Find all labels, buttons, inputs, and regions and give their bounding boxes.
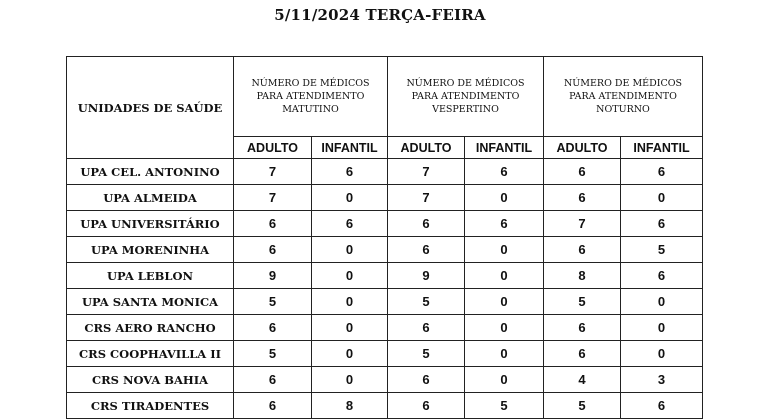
doctor-count-cell: 6 — [234, 393, 312, 419]
unit-column-header: UNIDADES DE SAÚDE — [67, 57, 234, 159]
doctor-count-cell: 6 — [388, 315, 465, 341]
doctor-count-cell: 6 — [234, 367, 312, 393]
shift-header-line: NÚMERO DE MÉDICOS — [563, 78, 683, 89]
unit-name-cell: UPA UNIVERSITÁRIO — [67, 211, 234, 237]
doctor-count-cell: 6 — [312, 211, 388, 237]
doctor-count-cell: 7 — [234, 159, 312, 185]
unit-name-cell: UPA MORENINHA — [67, 237, 234, 263]
table-row — [67, 367, 703, 393]
doctor-count-cell: 6 — [312, 159, 388, 185]
doctor-count-cell: 4 — [544, 367, 621, 393]
doctor-count-cell: 5 — [388, 289, 465, 315]
subheader-infantil: INFANTIL — [621, 137, 703, 159]
doctor-count-cell: 0 — [465, 185, 544, 211]
doctor-count-cell: 6 — [465, 159, 544, 185]
subheader-infantil: INFANTIL — [465, 137, 544, 159]
doctor-count-cell: 6 — [621, 159, 703, 185]
shift-header-vespertino — [388, 57, 544, 137]
unit-name-cell: UPA CEL. ANTONINO — [67, 159, 234, 185]
doctor-count-cell: 0 — [621, 185, 703, 211]
doctor-count-cell: 0 — [465, 367, 544, 393]
doctor-count-cell: 6 — [621, 393, 703, 419]
doctor-count-cell: 0 — [465, 263, 544, 289]
doctor-count-cell: 0 — [312, 367, 388, 393]
doctor-count-cell: 0 — [465, 315, 544, 341]
table-row — [67, 159, 703, 185]
doctor-count-cell: 0 — [312, 263, 388, 289]
unit-name-cell: CRS AERO RANCHO — [67, 315, 234, 341]
doctor-count-cell: 5 — [234, 289, 312, 315]
shift-header-line: PARA ATENDIMENTO — [256, 91, 365, 102]
doctor-count-cell: 6 — [621, 211, 703, 237]
doctor-count-cell: 6 — [234, 315, 312, 341]
table-row — [67, 341, 703, 367]
doctor-count-cell: 6 — [388, 367, 465, 393]
doctor-count-cell: 0 — [465, 341, 544, 367]
doctor-count-cell: 7 — [234, 185, 312, 211]
doctor-count-cell: 6 — [544, 237, 621, 263]
shift-header-line: PARA ATENDIMENTO — [411, 91, 520, 102]
subheader-adulto: ADULTO — [544, 137, 621, 159]
subheader-infantil: INFANTIL — [312, 137, 388, 159]
doctor-count-cell: 6 — [465, 211, 544, 237]
doctor-count-cell: 0 — [312, 315, 388, 341]
doctor-count-cell: 5 — [388, 341, 465, 367]
doctor-count-cell: 0 — [465, 237, 544, 263]
table-row — [67, 315, 703, 341]
subheader-adulto: ADULTO — [234, 137, 312, 159]
shift-header-line: MATUTINO — [282, 104, 339, 115]
header-row — [67, 57, 703, 137]
doctor-count-cell: 3 — [621, 367, 703, 393]
shift-header-matutino — [234, 57, 388, 137]
shift-header-line: NÚMERO DE MÉDICOS — [406, 78, 525, 89]
doctor-count-cell: 8 — [544, 263, 621, 289]
table-row — [67, 289, 703, 315]
table-row — [67, 185, 703, 211]
shift-header-noturno — [544, 57, 703, 137]
shift-header-line: PARA ATENDIMENTO — [569, 91, 677, 102]
doctor-count-cell: 0 — [621, 341, 703, 367]
doctor-count-cell: 5 — [544, 289, 621, 315]
subheader-adulto: ADULTO — [388, 137, 465, 159]
doctor-count-cell: 6 — [544, 315, 621, 341]
shift-header-line: VESPERTINO — [432, 104, 499, 115]
doctor-count-cell: 0 — [312, 237, 388, 263]
doctor-count-cell: 6 — [544, 185, 621, 211]
doctor-count-cell: 9 — [234, 263, 312, 289]
doctor-count-cell: 7 — [544, 211, 621, 237]
doctor-count-cell: 5 — [544, 393, 621, 419]
table-row — [67, 211, 703, 237]
unit-name-cell: UPA LEBLON — [67, 263, 234, 289]
unit-name-cell: UPA ALMEIDA — [67, 185, 234, 211]
doctor-count-cell: 6 — [544, 159, 621, 185]
table-body — [67, 159, 703, 419]
doctor-count-cell: 6 — [544, 341, 621, 367]
doctor-count-cell: 6 — [388, 393, 465, 419]
doctor-count-cell: 6 — [388, 237, 465, 263]
doctor-count-cell: 0 — [312, 289, 388, 315]
doctor-count-cell: 9 — [388, 263, 465, 289]
table-row — [67, 237, 703, 263]
shift-header-line: NOTURNO — [596, 104, 650, 115]
doctor-count-cell: 0 — [465, 289, 544, 315]
doctor-count-cell: 6 — [234, 211, 312, 237]
doctor-count-cell: 0 — [621, 289, 703, 315]
shift-header-line: NÚMERO DE MÉDICOS — [251, 78, 370, 89]
doctor-count-cell: 5 — [234, 341, 312, 367]
doctor-count-cell: 8 — [312, 393, 388, 419]
doctors-schedule-table — [66, 56, 703, 419]
table-row — [67, 263, 703, 289]
unit-name-cell: CRS TIRADENTES — [67, 393, 234, 419]
unit-name-cell: CRS COOPHAVILLA II — [67, 341, 234, 367]
unit-name-cell: UPA SANTA MONICA — [67, 289, 234, 315]
unit-name-cell: CRS NOVA BAHIA — [67, 367, 234, 393]
table-row — [67, 393, 703, 419]
doctor-count-cell: 0 — [621, 315, 703, 341]
doctor-count-cell: 6 — [388, 211, 465, 237]
doctor-count-cell: 0 — [312, 341, 388, 367]
doctor-count-cell: 6 — [621, 263, 703, 289]
page-title: 5/11/2024 TERÇA-FEIRA — [274, 6, 486, 24]
doctor-count-cell: 7 — [388, 159, 465, 185]
doctor-count-cell: 5 — [465, 393, 544, 419]
doctor-count-cell: 5 — [621, 237, 703, 263]
doctor-count-cell: 0 — [312, 185, 388, 211]
doctor-count-cell: 7 — [388, 185, 465, 211]
doctor-count-cell: 6 — [234, 237, 312, 263]
